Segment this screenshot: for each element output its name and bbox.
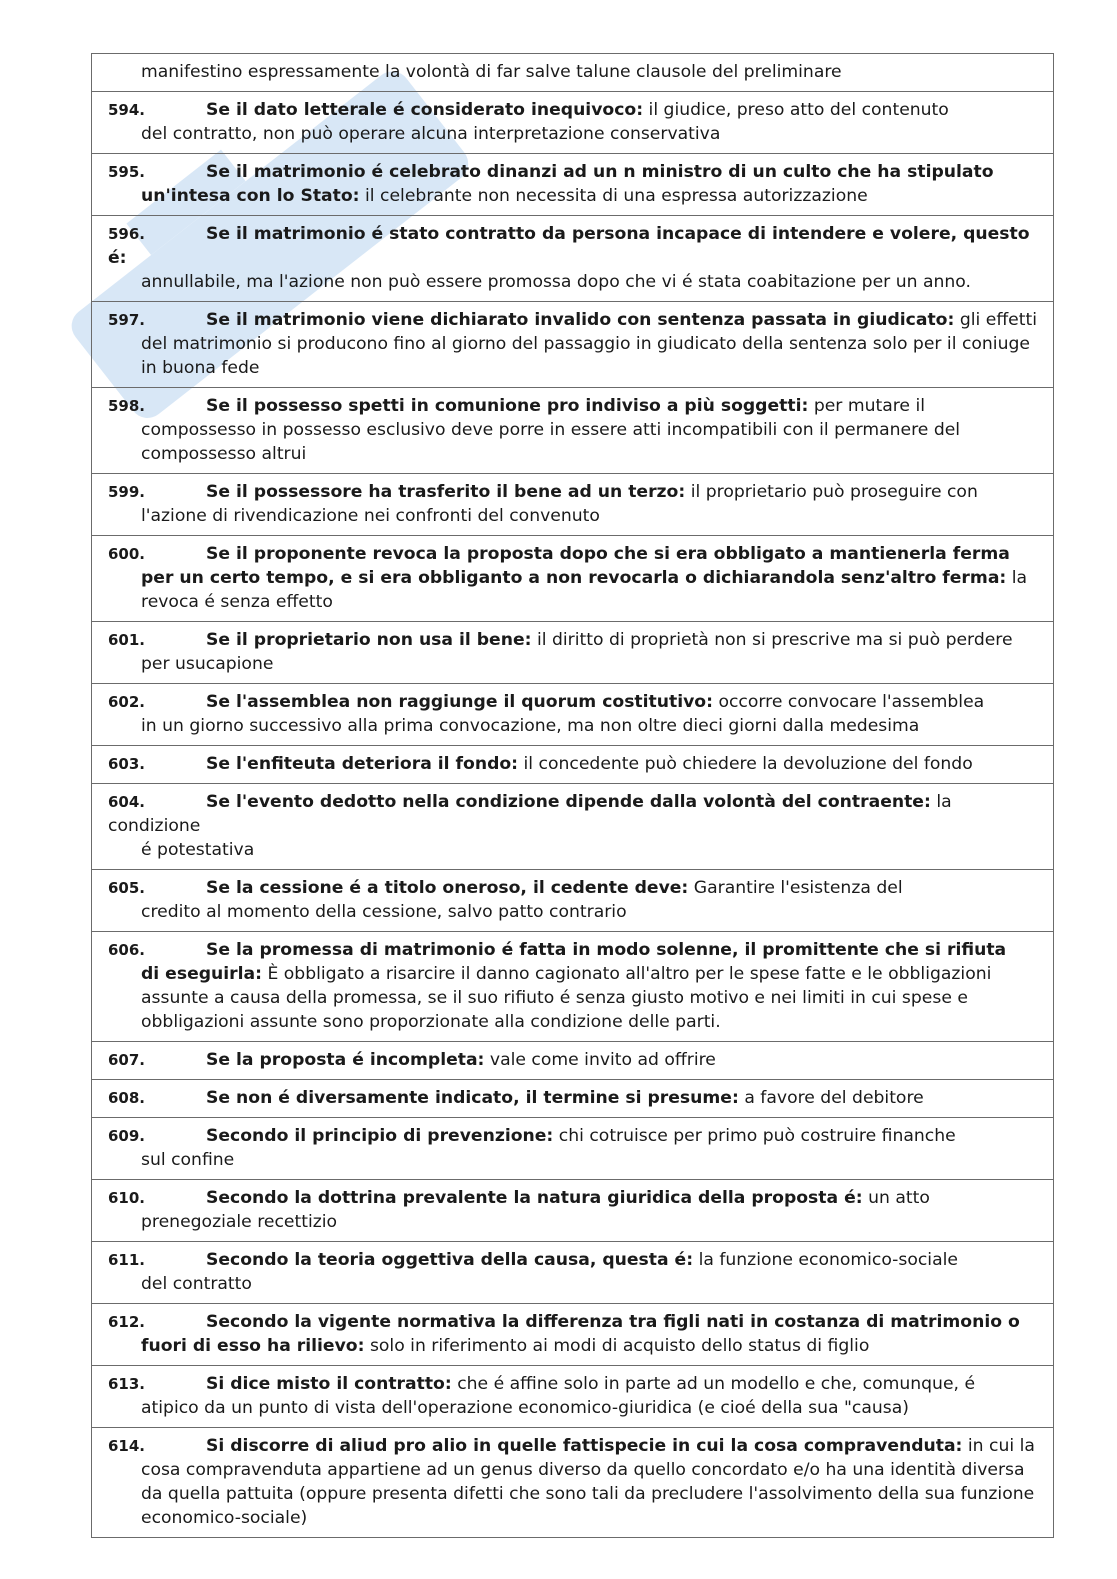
answer-text: la condizione [108,792,952,836]
item-number: 596. [108,225,146,243]
table-row [92,684,1054,746]
table-row [92,92,1054,154]
table-row [92,536,1054,622]
answer-text: in cui la [967,1436,1035,1456]
qa-cell [92,684,1054,746]
qa-cell [92,216,1054,302]
question-text: Secondo la vigente normativa la differenza tra figli nati in costanza di matrimonio o [206,1312,1020,1332]
item-number: 603. [108,755,146,773]
qa-cell [92,1080,1054,1118]
qa-cell [92,932,1054,1042]
question-text: Secondo la teoria oggettiva della causa, questa é: [206,1250,694,1270]
table-row [92,216,1054,302]
continuation [108,332,1037,380]
continuation [108,838,1037,862]
answer-text: la revoca é senza effetto [141,568,1028,612]
qa-cell [92,746,1054,784]
item-number: 612. [108,1313,146,1331]
continuation [108,652,1037,676]
qa-cell [92,1118,1054,1180]
continuation [108,418,1037,466]
table-row [92,1304,1054,1366]
continuation [108,1458,1037,1530]
answer-text: il diritto di proprietà non si prescrive ma si può perdere [536,630,1013,650]
item-number: 602. [108,693,146,711]
qa-cell [92,622,1054,684]
answer-text: per usucapione [141,654,274,674]
answer-text: il concedente può chiedere la devoluzione del fondo [523,754,973,774]
table-row [92,1242,1054,1304]
continuation [108,566,1037,614]
table-row [92,1428,1054,1538]
qa-cell [92,302,1054,388]
question-text: Se l'enfiteuta deteriora il fondo: [206,754,519,774]
answer-text: un atto [868,1188,930,1208]
question-text: Se il matrimonio viene dichiarato invalido con sentenza passata in giudicato: [206,310,955,330]
question-text: Se il matrimonio é stato contratto da persona incapace di intendere e volere, questo é: [108,224,1030,268]
answer-text: per mutare il [813,396,926,416]
question-text: Secondo il principio di prevenzione: [206,1126,554,1146]
table-row [92,746,1054,784]
qa-cell [92,1366,1054,1428]
question-text: fuori di esso ha rilievo: [141,1336,365,1356]
item-number: 611. [108,1251,146,1269]
table-row [92,54,1054,92]
item-number: 606. [108,941,146,959]
qa-cell [92,536,1054,622]
question-text: di eseguirla: [141,964,262,984]
question-text: Se il proprietario non usa il bene: [206,630,532,650]
item-number: 610. [108,1189,146,1207]
answer-text: cosa compravenduta appartiene ad un genus diverso da quello concordato e/o ha una identità diversa da quella pattuita (oppure presenta difetti che sono tali da precludere l'assolvimento della sua funzione economico-sociale) [141,1460,1035,1528]
qa-cell [92,1428,1054,1538]
qa-cell [92,1242,1054,1304]
question-text: Si discorre di aliud pro alio in quelle fattispecie in cui la cosa compravenduta: [206,1436,963,1456]
answer-text: compossesso in possesso esclusivo deve porre in essere atti incompatibili con il permanere del compossesso altrui [141,420,961,464]
question-text: Se l'assemblea non raggiunge il quorum costitutivo: [206,692,713,712]
table-row [92,474,1054,536]
table-row [92,1118,1054,1180]
continuation [108,1210,1037,1234]
answer-text: credito al momento della cessione, salvo patto contrario [141,902,627,922]
table-row [92,784,1054,870]
item-number: 598. [108,397,146,415]
question-text: Se la promessa di matrimonio é fatta in modo solenne, il promittente che si rifiuta [206,940,1007,960]
continuation [108,122,1037,146]
question-text: Se la proposta é incompleta: [206,1050,485,1070]
answer-text: vale come invito ad offrire [489,1050,716,1070]
qa-cell [92,1042,1054,1080]
table-row [92,1080,1054,1118]
answer-text: il celebrante non necessita di una espressa autorizzazione [365,186,868,206]
qa-cell [92,784,1054,870]
table-row [92,1180,1054,1242]
question-text: Se la cessione é a titolo oneroso, il cedente deve: [206,878,689,898]
answer-text: atipico da un punto di vista dell'operazione economico-giuridica (e cioé della sua "causa) [141,1398,909,1418]
answer-text: il proprietario può proseguire con [690,482,978,502]
table-row [92,932,1054,1042]
answer-text: È obbligato a risarcire il danno cagionato all'altro per le spese fatte e le obbligazioni assunte a causa della promessa, se il suo rifiuto é senza giusto motivo e nei limiti in cui spese e obbligazioni assunte sono proporzionate alla condizione delle parti. [141,964,992,1032]
item-number: 597. [108,311,146,329]
continuation [108,1334,1037,1358]
qa-cell [92,92,1054,154]
continuation [108,900,1037,924]
continuation [108,1272,1037,1296]
question-text: un'intesa con lo Stato: [141,186,360,206]
header-fragment: manifestino espressamente la volontà di far salve talune clausole del preliminare [92,54,1054,92]
item-number: 608. [108,1089,146,1107]
answer-text: l'azione di rivendicazione nei confronti del convenuto [141,506,600,526]
item-number: 600. [108,545,146,563]
question-text: Se il dato letterale é considerato inequivoco: [206,100,644,120]
question-text: Se il matrimonio é celebrato dinanzi ad un n ministro di un culto che ha stipulato [206,162,994,182]
table-row [92,1042,1054,1080]
answer-text: gli effetti [959,310,1037,330]
table-row [92,302,1054,388]
continuation [108,714,1037,738]
answer-text: la funzione economico-sociale [698,1250,958,1270]
question-text: Secondo la dottrina prevalente la natura giuridica della proposta é: [206,1188,863,1208]
qa-cell [92,1304,1054,1366]
qa-cell [92,388,1054,474]
question-text: Si dice misto il contratto: [206,1374,452,1394]
item-number: 609. [108,1127,146,1145]
answer-text: annullabile, ma l'azione non può essere promossa dopo che vi é stata coabitazione per un anno. [141,272,971,292]
qa-cell [92,154,1054,216]
qa-cell [92,474,1054,536]
item-number: 605. [108,879,146,897]
answer-text: che é affine solo in parte ad un modello e che, comunque, é [457,1374,976,1394]
item-number: 599. [108,483,146,501]
qa-cell [92,1180,1054,1242]
answer-text: chi cotruisce per primo può costruire finanche [558,1126,956,1146]
question-text: per un certo tempo, e si era obbliganto a non revocarla o dichiarandola senz'altro ferma: [141,568,1007,588]
continuation [108,504,1037,528]
item-number: 594. [108,101,146,119]
qa-cell [92,870,1054,932]
answer-text: sul confine [141,1150,235,1170]
answer-text: del contratto [141,1274,252,1294]
item-number: 604. [108,793,146,811]
continuation [108,270,1037,294]
answer-text: Garantire l'esistenza del [693,878,903,898]
answer-text: prenegoziale recettizio [141,1212,338,1232]
item-number: 607. [108,1051,146,1069]
answer-text: solo in riferimento ai modi di acquisto dello status di figlio [369,1336,870,1356]
table-row [92,154,1054,216]
answer-text: in un giorno successivo alla prima convocazione, ma non oltre dieci giorni dalla medesima [141,716,920,736]
table-row [92,1366,1054,1428]
table-row [92,622,1054,684]
answer-text: a favore del debitore [744,1088,924,1108]
item-number: 595. [108,163,146,181]
answer-text: il giudice, preso atto del contenuto [648,100,949,120]
item-number: 601. [108,631,146,649]
answer-text: del contratto, non può operare alcuna interpretazione conservativa [141,124,721,144]
question-text: Se il possessore ha trasferito il bene ad un terzo: [206,482,686,502]
question-text: Se non é diversamente indicato, il termine si presume: [206,1088,739,1108]
question-text: Se il proponente revoca la proposta dopo che si era obbligato a mantienerla ferma [206,544,1010,564]
continuation [108,962,1037,1034]
continuation [108,1396,1037,1420]
item-number: 614. [108,1437,146,1455]
continuation [108,184,1037,208]
question-text: Se l'evento dedotto nella condizione dipende dalla volontà del contraente: [206,792,931,812]
qa-table [91,53,1054,1538]
item-number: 613. [108,1375,146,1393]
answer-text: del matrimonio si producono fino al giorno del passaggio in giudicato della sentenza solo per il coniuge in buona fede [141,334,1030,378]
answer-text: occorre convocare l'assemblea [718,692,985,712]
continuation [108,1148,1037,1172]
table-row [92,388,1054,474]
answer-text: é potestativa [141,840,255,860]
question-text: Se il possesso spetti in comunione pro indiviso a più soggetti: [206,396,809,416]
table-row [92,870,1054,932]
